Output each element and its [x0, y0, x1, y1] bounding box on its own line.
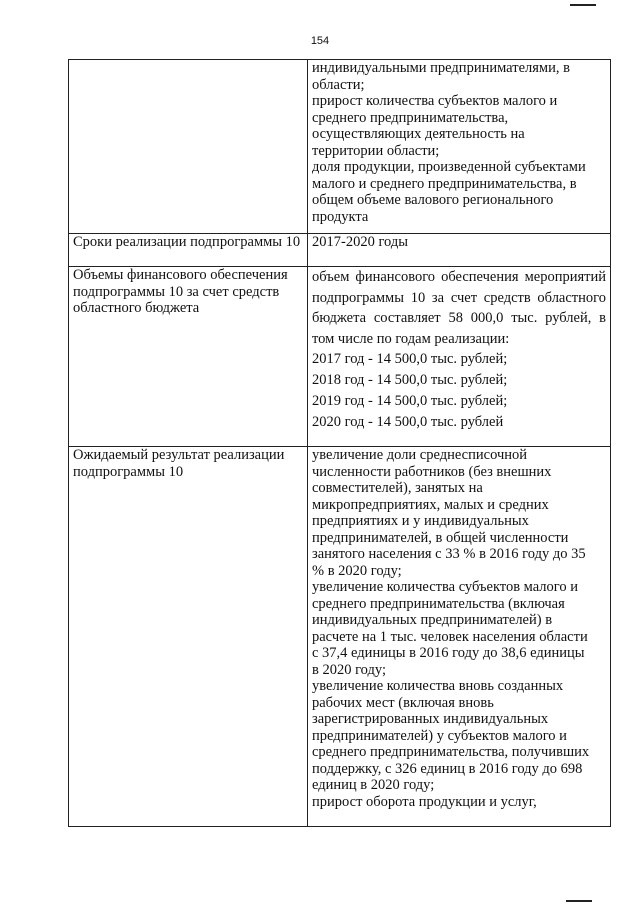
- value-line: единиц в 2020 году;: [312, 777, 435, 793]
- table-row-expected-result: [69, 447, 611, 827]
- scan-corner-mark-top: [570, 4, 596, 6]
- value-line: малого и среднего предпринимательства, в: [312, 175, 577, 192]
- value-line: поддержку, с 326 единиц в 2016 году до 698: [312, 760, 583, 777]
- value-line: территории области;: [312, 142, 440, 159]
- value-line: микропредприятиях, малых и средних: [312, 496, 549, 513]
- funding-year-line: 2017 год - 14 500,0 тыс. рублей;: [312, 351, 508, 367]
- value-line: общем объеме валового регионального: [312, 192, 554, 208]
- value-line: совместителей), занятых на: [312, 480, 483, 496]
- value-line: в 2020 году;: [312, 661, 386, 678]
- value-line: зарегистрированных индивидуальных: [312, 711, 549, 727]
- value-line: рабочих мест (включая вновь: [312, 694, 494, 711]
- value-line: расчете на 1 тыс. человек населения области: [312, 628, 588, 645]
- value-line: с 37,4 единицы в 2016 году до 38,6 единицы: [312, 645, 585, 661]
- value-line: индивидуальных предпринимателей) в: [312, 612, 553, 628]
- row-value: [308, 447, 611, 827]
- funding-year-line: 2019 год - 14 500,0 тыс. рублей;: [312, 393, 508, 409]
- row-label: Ожидаемый результат реализации подпрограммы 10: [69, 447, 308, 827]
- row-label: Объемы финансового обеспечения подпрограммы 10 за счет средств областного бюджета: [69, 267, 308, 447]
- value-line: среднего предпринимательства (включая: [312, 595, 565, 612]
- value-line: среднего предпринимательства,: [312, 109, 509, 126]
- row-value: [308, 60, 611, 234]
- value-line: 2017-2020 годы: [312, 234, 408, 250]
- value-line: среднего предпринимательства, получивших: [312, 744, 590, 760]
- row-value: [308, 267, 611, 447]
- scan-corner-mark-bottom: [566, 900, 592, 902]
- value-line: предприятиях и у индивидуальных: [312, 513, 529, 529]
- value-line: численности работников (без внешних: [312, 463, 552, 480]
- value-line: индивидуальными предпринимателями, в: [312, 60, 570, 76]
- row-label: [69, 60, 308, 234]
- funding-year-line: 2018 год - 14 500,0 тыс. рублей;: [312, 372, 508, 388]
- funding-year-line: 2020 год - 14 500,0 тыс. рублей: [312, 414, 504, 430]
- funding-description: объем финансового обеспечения мероприятий подпрограммы 10 за счет средств областного бюджета составляет 58 000,0 тыс. рублей, в том числе по годам реализации:: [312, 269, 606, 347]
- value-line: увеличение доли среднесписочной: [312, 447, 528, 463]
- value-line: осуществляющих деятельность на: [312, 126, 525, 142]
- table-row-funding-volumes: [69, 267, 611, 447]
- value-line: занятого населения с 33 % в 2016 году до 35: [312, 546, 586, 562]
- value-line: предпринимателей, в общей численности: [312, 529, 569, 546]
- value-line: прирост количества субъектов малого и: [312, 93, 558, 109]
- value-line: доля продукции, произведенной субъектами: [312, 159, 586, 175]
- value-line: прирост оборота продукции и услуг,: [312, 793, 537, 810]
- table-row-indicators-continued: [69, 60, 611, 234]
- value-line: продукта: [312, 208, 369, 225]
- row-label: Сроки реализации подпрограммы 10: [69, 234, 308, 267]
- subprogram-passport-table: [68, 59, 611, 827]
- value-line: % в 2020 году;: [312, 562, 402, 579]
- value-line: увеличение количества вновь созданных: [312, 678, 564, 694]
- value-line: области;: [312, 76, 365, 93]
- page-number: 154: [310, 35, 330, 47]
- row-value: [308, 234, 611, 267]
- value-line: увеличение количества субъектов малого и: [312, 579, 579, 595]
- table-row-implementation-period: [69, 234, 611, 267]
- value-line: предпринимателей) у субъектов малого и: [312, 727, 567, 744]
